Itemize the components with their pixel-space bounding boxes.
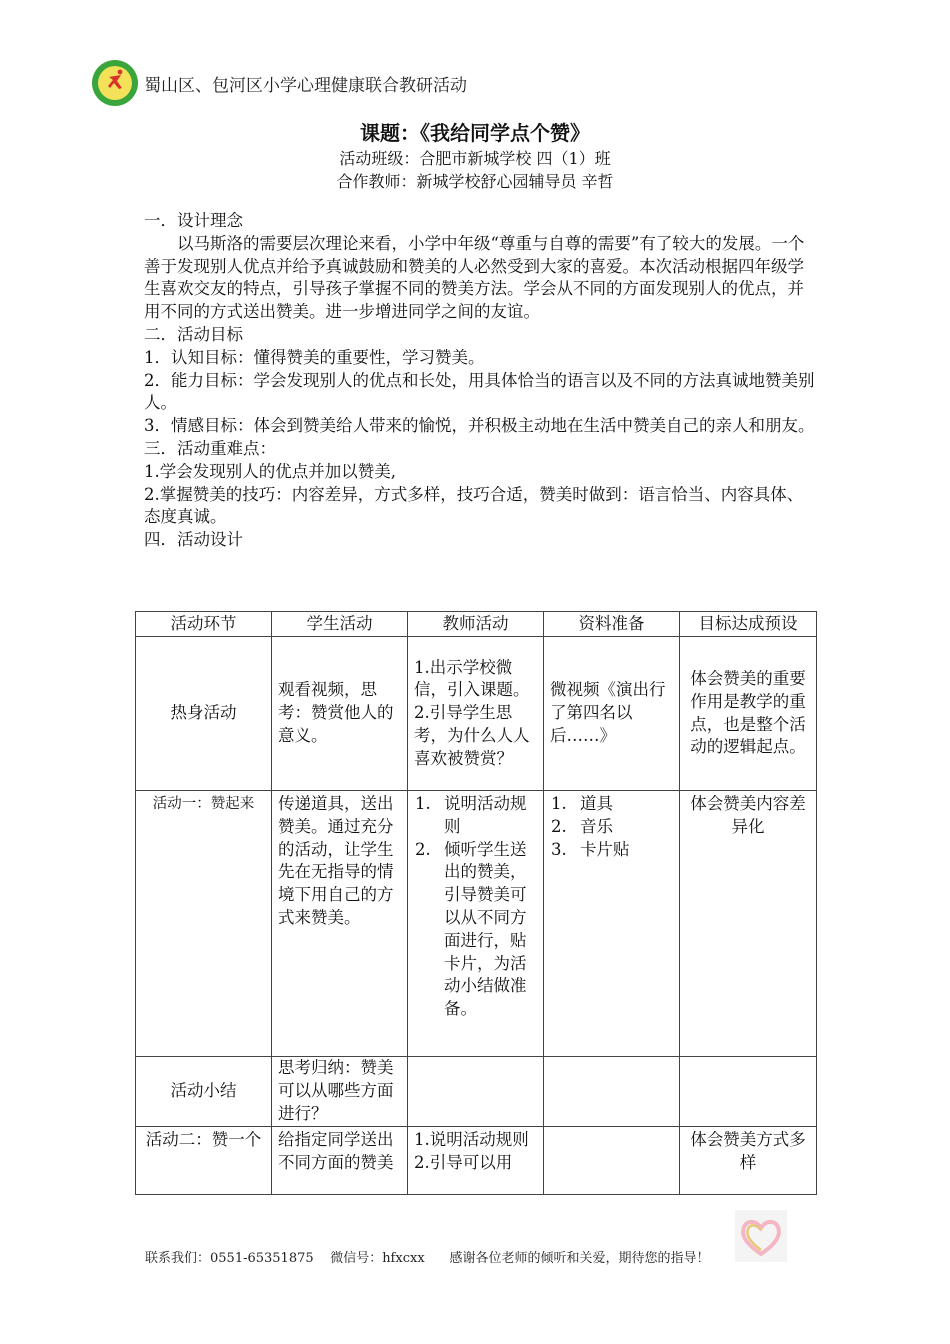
goals-heading: 二．活动目标	[144, 324, 243, 344]
student-activity-cell: 传递道具，送出赞美。通过充分的活动，让学生先在无指导的情境下用自己的方式来赞美。	[272, 791, 408, 1057]
lesson-body	[144, 210, 816, 552]
stage-cell: 活动二：赞一个	[136, 1127, 272, 1195]
column-header: 活动环节	[136, 612, 272, 637]
activity-design-table	[135, 611, 817, 1195]
teacher-activity-cell: 1.说明活动规则 2.引导可以用	[408, 1127, 544, 1195]
materials-cell	[544, 1127, 680, 1195]
heart-icon	[735, 1210, 787, 1262]
design-concept-heading: 一．设计理念	[144, 211, 243, 230]
column-header: 目标达成预设	[680, 612, 817, 637]
teacher-activity-cell: 1. 说明活动规则 2. 倾听学生送出的赞美，引导赞美可以从不同方面进行，贴卡片，为活动小结做准备。	[408, 791, 544, 1057]
stage-cell: 活动小结	[136, 1057, 272, 1127]
column-header: 学生活动	[272, 612, 408, 637]
contact-phone: 联系我们：0551-65351875	[145, 1251, 314, 1266]
goal-cell: 体会赞美方式多样	[680, 1127, 817, 1195]
teacher-line: 合作教师：新城学校舒心园辅导员 辛哲	[336, 172, 614, 191]
teacher-activity-cell	[408, 1057, 544, 1127]
column-header: 教师活动	[408, 612, 544, 637]
table-row	[136, 1057, 817, 1127]
doc-title: 课题：《我给同学点个赞》	[360, 121, 590, 145]
design-heading: 四．活动设计	[144, 530, 243, 550]
table-row	[136, 1127, 817, 1195]
key-point-1: 1.学会发现别人的优点并加以赞美,	[144, 461, 396, 481]
student-activity-cell: 给指定同学送出不同方面的赞美	[272, 1127, 408, 1195]
goal-cell	[680, 1057, 817, 1127]
heart-logo	[735, 1210, 787, 1262]
runner-icon	[106, 69, 126, 91]
design-concept-text: 以马斯洛的需要层次理论来看，小学中年级“尊重与自尊的需要”有了较大的发展。一个善于发现别人优点并给予真诚鼓励和赞美的人必然受到大家的喜爱。本次活动根据四年级学生喜欢交友的特点，引导孩子掌握不同的赞美方法。学会从不同的方面发现别人的优点，并用不同的方式送出赞美。进一步增进同学之间的友谊。	[144, 233, 805, 322]
wechat-id: 微信号：hfxcxx	[330, 1251, 425, 1266]
key-point-2: 2.掌握赞美的技巧：内容差异，方式多样，技巧合适，赞美时做到：语言恰当、内容具体、态度真诚。	[144, 484, 804, 527]
goal-1: 1．认知目标：懂得赞美的重要性，学习赞美。	[144, 347, 485, 367]
thanks-message: 感谢各位老师的倾听和关爱，期待您的指导！	[449, 1251, 710, 1266]
teacher-activity-cell: 1.出示学校微信，引入课题。 2.引导学生思考，为什么人人喜欢被赞赏？	[408, 637, 544, 791]
table-header-row	[136, 612, 817, 637]
table-row	[136, 637, 817, 791]
column-header: 资料准备	[544, 612, 680, 637]
materials-cell: 微视频《演出行了第四名以后……》	[544, 637, 680, 791]
materials-cell	[544, 1057, 680, 1127]
goal-cell: 体会赞美内容差异化	[680, 791, 817, 1057]
page-header	[92, 58, 467, 108]
goal-3: 3．情感目标：体会到赞美给人带来的愉悦，并积极主动地在生活中赞美自己的亲人和朋友。	[144, 416, 815, 436]
student-activity-cell: 思考归纳：赞美可以从哪些方面进行？	[272, 1057, 408, 1127]
stage-cell: 热身活动	[136, 637, 272, 791]
key-points-heading: 三．活动重难点：	[144, 438, 276, 458]
goal-2: 2．能力目标：学会发现别人的优点和长处，用具体恰当的语言以及不同的方法真诚地赞美别人。	[144, 370, 815, 413]
page-footer	[145, 1247, 709, 1266]
class-line: 活动班级：合肥市新城学校 四（1）班	[339, 149, 611, 168]
org-title: 蜀山区、包河区小学心理健康联合教研活动	[144, 75, 467, 96]
table-row	[136, 791, 817, 1057]
stage-cell: 活动一：赞起来	[136, 791, 272, 1057]
school-logo	[92, 60, 138, 106]
student-activity-cell: 观看视频，思考：赞赏他人的意义。	[272, 637, 408, 791]
goal-cell: 体会赞美的重要作用是教学的重点，也是整个活动的逻辑起点。	[680, 637, 817, 791]
materials-cell: 1. 道具 2. 音乐 3. 卡片贴	[544, 791, 680, 1057]
